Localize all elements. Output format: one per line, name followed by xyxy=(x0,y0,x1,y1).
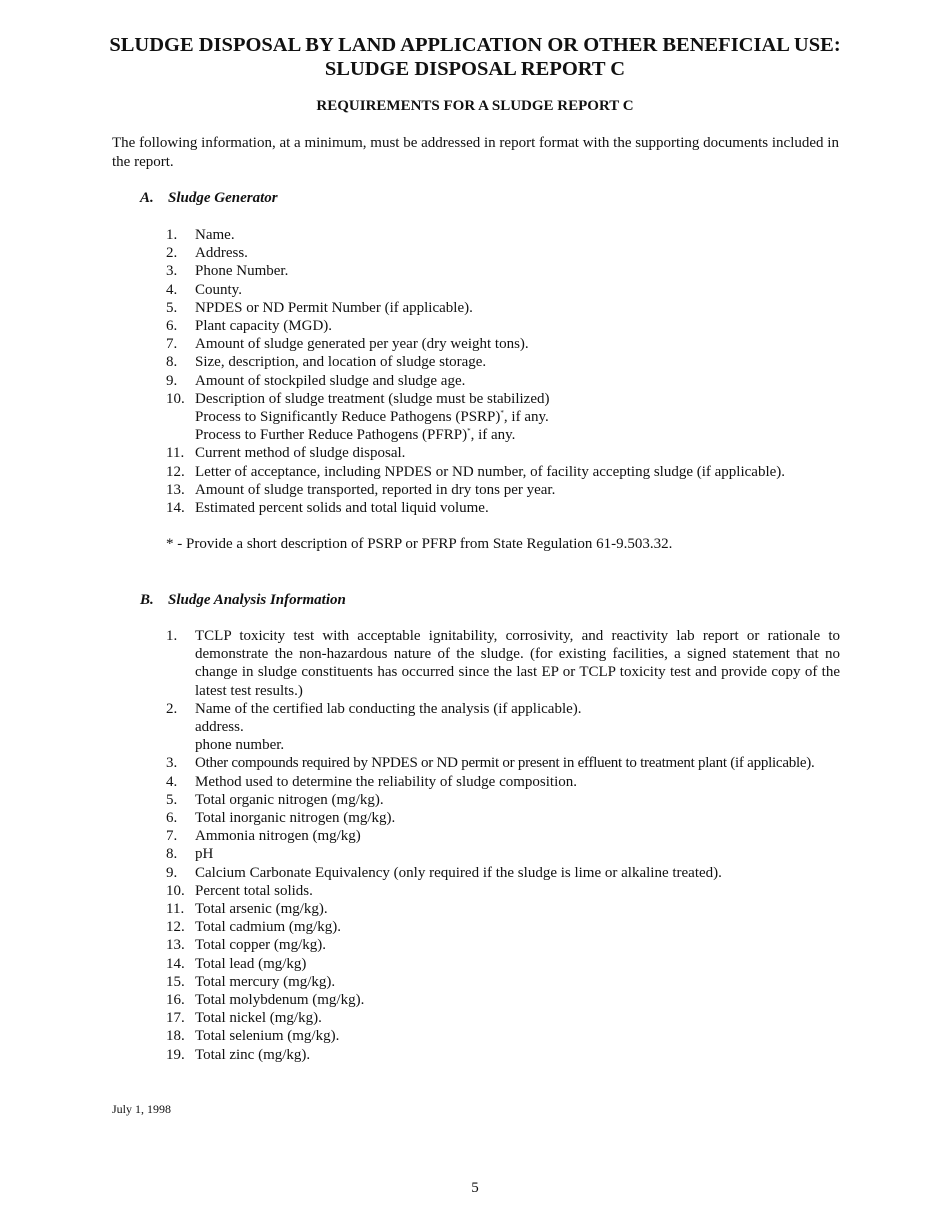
intro-paragraph: The following information, at a minimum, must be addressed in report format with the supporting documents included in the report. xyxy=(112,135,839,170)
section-a-heading xyxy=(140,190,278,207)
section-b-title: Sludge Analysis Information xyxy=(168,592,346,608)
list-item: 10. Description of sludge treatment (sludge must be stabilized) Process to Significantly Reduce Pathogens (PSRP)*, if any. Process to Further Reduce Pathogens (PFRP)*, if any. xyxy=(166,390,840,445)
list-item: 2. Name of the certified lab conducting the analysis (if applicable). address. phone number. xyxy=(166,700,582,754)
list-item: 17. Total nickel (mg/kg). xyxy=(166,1010,322,1027)
title-line-2: SLUDGE DISPOSAL REPORT C xyxy=(324,58,626,80)
section-b-list xyxy=(166,627,840,1064)
pfrp-line: Process to Further Reduce Pathogens (PFRP)*, if any. xyxy=(195,427,516,444)
list-item: 13. Amount of sludge transported, reported in dry tons per year. xyxy=(166,481,556,498)
footnote: * - Provide a short description of PSRP or PFRP from State Regulation 61-9.503.32. xyxy=(166,536,673,552)
list-item: 3. Phone Number. xyxy=(166,263,289,280)
list-item: 9. Calcium Carbonate Equivalency (only required if the sludge is lime or alkaline treated). xyxy=(166,864,722,881)
list-item: 6. Plant capacity (MGD). xyxy=(166,318,333,335)
section-b-heading xyxy=(140,592,346,609)
section-a-letter: A. xyxy=(140,190,154,206)
list-item: 7. Ammonia nitrogen (mg/kg) xyxy=(166,828,361,845)
list-item: 8. Size, description, and location of sludge storage. xyxy=(166,354,487,371)
list-item: 8. pH xyxy=(166,846,214,863)
title-line-1: SLUDGE DISPOSAL BY LAND APPLICATION OR OTHER BENEFICIAL USE: xyxy=(109,34,841,56)
page-title xyxy=(0,33,950,81)
list-item: 5. NPDES or ND Permit Number (if applicable). xyxy=(166,299,473,316)
list-item: 11. Total arsenic (mg/kg). xyxy=(166,901,328,918)
list-item: 1. Name. xyxy=(166,227,235,243)
list-item: 18. Total selenium (mg/kg). xyxy=(166,1028,340,1045)
section-b-letter: B. xyxy=(140,592,154,608)
list-item: 6. Total inorganic nitrogen (mg/kg). xyxy=(166,810,396,827)
list-item: 16. Total molybdenum (mg/kg). xyxy=(166,992,365,1009)
list-item: 1. TCLP toxicity test with acceptable ignitability, corrosivity, and reactivity lab report or rationale to demonstrate the non-hazardous nature of the sludge. (for existing facilities, a signed statement that no change in sludge constituents has occurred since the last EP or TCLP toxicity test and provide copy of the latest test results.) xyxy=(166,628,840,699)
subtitle: REQUIREMENTS FOR A SLUDGE REPORT C xyxy=(316,98,634,114)
footer-date: July 1, 1998 xyxy=(112,1102,172,1116)
list-item: 5. Total organic nitrogen (mg/kg). xyxy=(166,791,384,808)
list-item: 10. Percent total solids. xyxy=(166,882,313,899)
list-item: 7. Amount of sludge generated per year (dry weight tons). xyxy=(166,336,529,353)
list-item: 12. Total cadmium (mg/kg). xyxy=(166,919,342,936)
list-item: 14. Total lead (mg/kg) xyxy=(166,955,307,972)
list-item: 14. Estimated percent solids and total liquid volume. xyxy=(166,500,489,517)
list-item: 11. Current method of sludge disposal. xyxy=(166,445,406,462)
psrp-line: Process to Significantly Reduce Pathogens (PSRP)*, if any. xyxy=(195,409,549,426)
section-a-list xyxy=(166,226,840,517)
list-item: 4. Method used to determine the reliability of sludge composition. xyxy=(166,773,578,790)
list-item: 2. Address. xyxy=(166,245,248,262)
list-item: 15. Total mercury (mg/kg). xyxy=(166,973,336,990)
list-item: 12. Letter of acceptance, including NPDES or ND number, of facility accepting sludge (if applicable). xyxy=(166,463,786,480)
list-item: 9. Amount of stockpiled sludge and sludge age. xyxy=(166,372,466,389)
list-item: 19. Total zinc (mg/kg). xyxy=(166,1046,311,1063)
list-item: 4. County. xyxy=(166,281,242,298)
list-item: 3. Other compounds required by NPDES or ND permit or present in effluent to treatment plant (if applicable). xyxy=(166,755,815,772)
page-number: 5 xyxy=(471,1180,479,1196)
list-item: 13. Total copper (mg/kg). xyxy=(166,937,326,954)
section-a-title: Sludge Generator xyxy=(168,190,278,206)
